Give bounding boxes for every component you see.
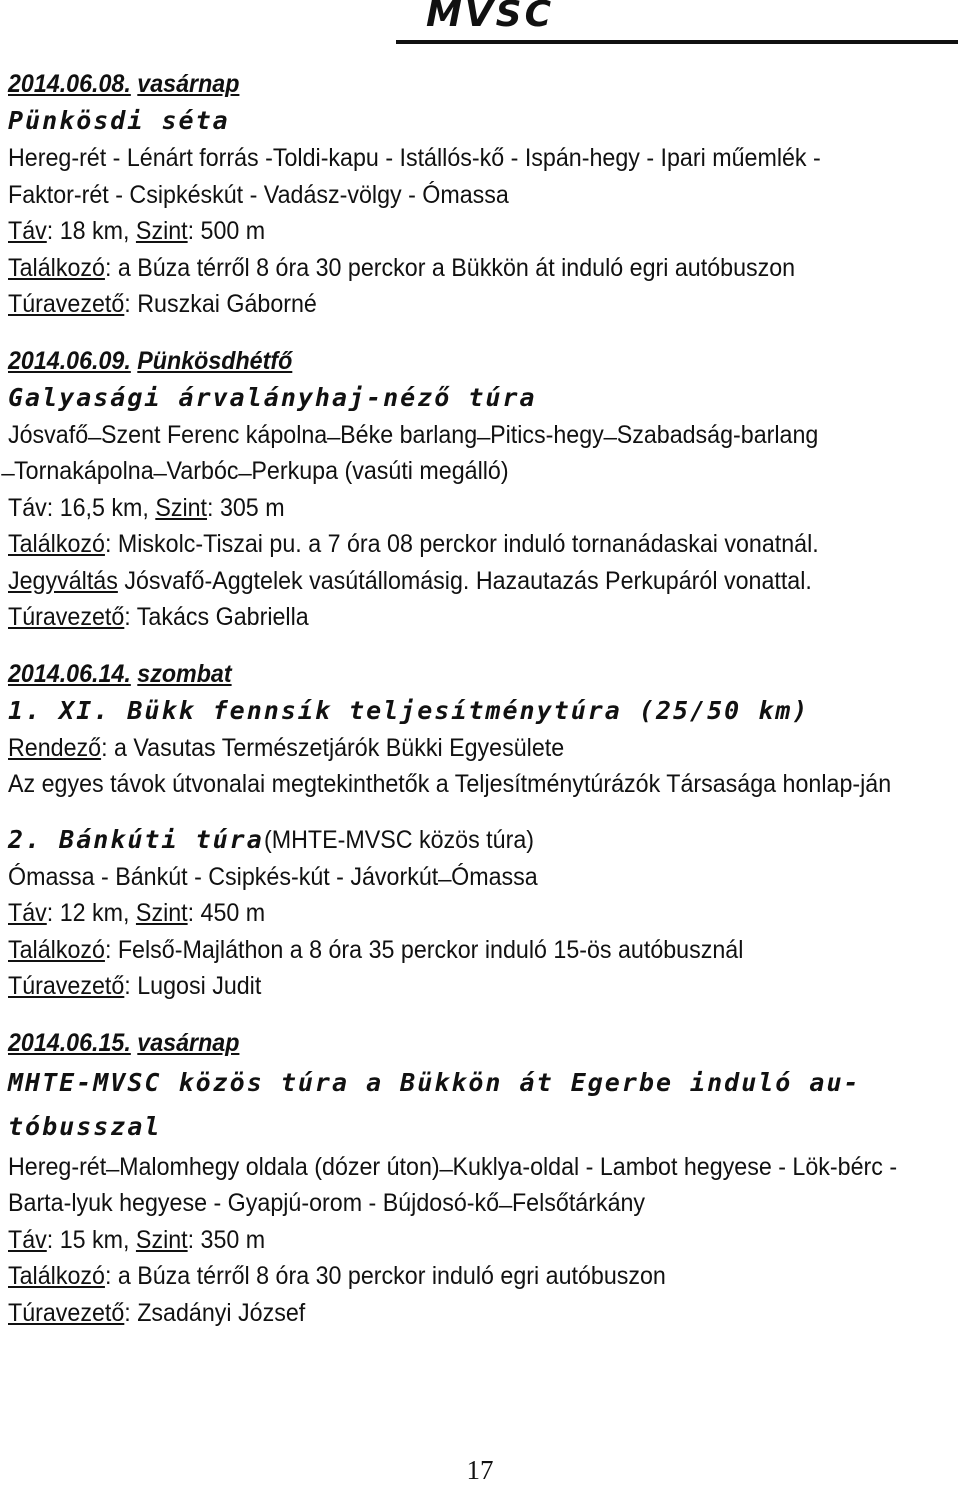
route-line: Jósvafő ̶ Szent Ferenc kápolna ̶ Béke barlang ̶ Pitics-hegy ̶ Szabadság-barlang [8, 420, 819, 449]
distance-line [8, 1222, 886, 1259]
ticket-label: Jegyváltás [8, 566, 118, 595]
meeting-line [8, 526, 886, 563]
meeting-line [8, 250, 886, 287]
leader-text: : Takács Gabriella [124, 603, 309, 631]
page-header [0, 0, 960, 46]
sub-event-name: 2. Bánkúti túra [8, 824, 264, 854]
organizer-line [8, 730, 886, 767]
header-rule [396, 40, 958, 44]
elevation-label: Szint [135, 1225, 188, 1254]
distance-value: : 12 km, [46, 899, 130, 927]
sub-event-title [8, 821, 952, 859]
ticket-line [8, 563, 886, 600]
elevation-label: Szint [155, 493, 208, 522]
organizer-text: : a Vasutas Természetjárók Bükki Egyesülete [101, 733, 565, 762]
event-day: vasárnap [137, 1028, 240, 1057]
event-title: Galyasági árvalányhaj-néző túra [8, 382, 537, 412]
meeting-label: Találkozó [8, 935, 105, 964]
event-title: MHTE-MVSC közös túra a Bükkön át Egerbe induló au-tóbusszal [8, 1067, 861, 1141]
leader-label: Túravezető [8, 290, 125, 318]
leader-label: Túravezető [8, 1298, 125, 1327]
event-block [8, 66, 952, 323]
event-date-value: 2014.06.15. [8, 1028, 131, 1057]
header-title: MVSC [426, 0, 555, 35]
elevation-label: Szint [135, 217, 188, 245]
distance-line [8, 490, 886, 527]
distance-label: Táv [8, 493, 47, 522]
elevation-value: : 350 m [187, 1225, 266, 1254]
ticket-text: Jósvafő-Aggtelek vasútállomásig. Hazautazás Perkupáról vonattal. [117, 566, 812, 595]
leader-line [8, 968, 886, 1005]
leader-line [8, 599, 886, 636]
event-day: Pünkösdhétfő [137, 346, 293, 375]
event-block [8, 343, 952, 636]
distance-line [8, 895, 886, 932]
event-day: szombat [137, 659, 232, 688]
event-date [8, 656, 886, 692]
page-content [8, 66, 952, 1351]
event-date-value: 2014.06.09. [8, 346, 131, 375]
route-line: Faktor-rét - Csipkéskút - Vadász-völgy - Ómassa [8, 180, 509, 209]
note-line: Az egyes távok útvonalai megtekinthetők a Teljesítménytúrázók Társasága honlap-ján [8, 770, 892, 798]
distance-line [8, 213, 886, 250]
meeting-text: : a Búza térről 8 óra 30 perckor a Bükkön át induló egri autóbuszon [104, 253, 796, 282]
distance-value: : 18 km, [46, 217, 130, 245]
elevation-label: Szint [135, 899, 188, 927]
meeting-label: Találkozó [8, 530, 105, 558]
distance-value: : 16,5 km, [46, 493, 149, 522]
meeting-line [8, 1258, 886, 1295]
event-date [8, 1025, 886, 1061]
event-block [8, 656, 952, 1005]
event-date-value: 2014.06.08. [8, 70, 131, 98]
event-title: 1. XI. Bükk fennsík teljesítménytúra (25/50 km) [8, 695, 810, 725]
event-date-value: 2014.06.14. [8, 659, 131, 688]
route-line: ̶ Tornakápolna ̶ Varbóc ̶ Perkupa (vasúti megálló) [8, 457, 509, 485]
meeting-text: : Felső-Majláthon a 8 óra 35 perckor induló 15-ös autóbusznál [104, 935, 744, 964]
route-line: Ómassa - Bánkút - Csipkés-kút - Jávorkút ̶ Ómassa [8, 862, 538, 891]
route-line: Hereg-rét ̶ Malomhegy oldala (dózer úton) ̶ Kuklya-oldal - Lambot hegyese - Lök-bérc - Barta-lyuk hegyese - Gyapjú-orom - Bújdosó-kő ̶ Felsőtárkány [8, 1152, 898, 1217]
elevation-value: : 500 m [187, 217, 266, 245]
page-number: 17 [466, 1455, 494, 1485]
event-title: Pünkösdi séta [8, 106, 230, 135]
event-date [8, 343, 886, 379]
distance-value: : 15 km, [46, 1225, 130, 1254]
leader-text: : Lugosi Judit [124, 972, 262, 1000]
meeting-label: Találkozó [8, 1262, 105, 1290]
event-block [8, 1025, 952, 1332]
leader-line [8, 286, 886, 323]
distance-label: Táv [8, 217, 47, 245]
meeting-text: : Miskolc-Tiszai pu. a 7 óra 08 perckor induló tornanádaskai vonatnál. [104, 530, 819, 558]
leader-text: : Ruszkai Gáborné [124, 290, 317, 318]
organizer-label: Rendező [8, 733, 102, 762]
sub-event-extra: (MHTE-MVSC közös túra) [263, 825, 534, 854]
meeting-text: : a Búza térről 8 óra 30 perckor induló egri autóbuszon [104, 1262, 666, 1290]
meeting-line [8, 932, 886, 969]
leader-label: Túravezető [8, 972, 125, 1000]
event-date [8, 66, 886, 102]
distance-label: Táv [8, 899, 47, 927]
route-line: Hereg-rét - Lénárt forrás -Toldi-kapu - Istállós-kő - Ispán-hegy - Ipari műemlék - [8, 144, 821, 172]
leader-label: Túravezető [8, 603, 125, 631]
leader-line [8, 1295, 886, 1332]
distance-label: Táv [8, 1225, 47, 1254]
leader-text: : Zsadányi József [124, 1298, 306, 1327]
meeting-label: Találkozó [8, 253, 105, 282]
event-day: vasárnap [137, 70, 240, 98]
elevation-value: : 450 m [187, 899, 266, 927]
elevation-value: : 305 m [207, 493, 285, 522]
